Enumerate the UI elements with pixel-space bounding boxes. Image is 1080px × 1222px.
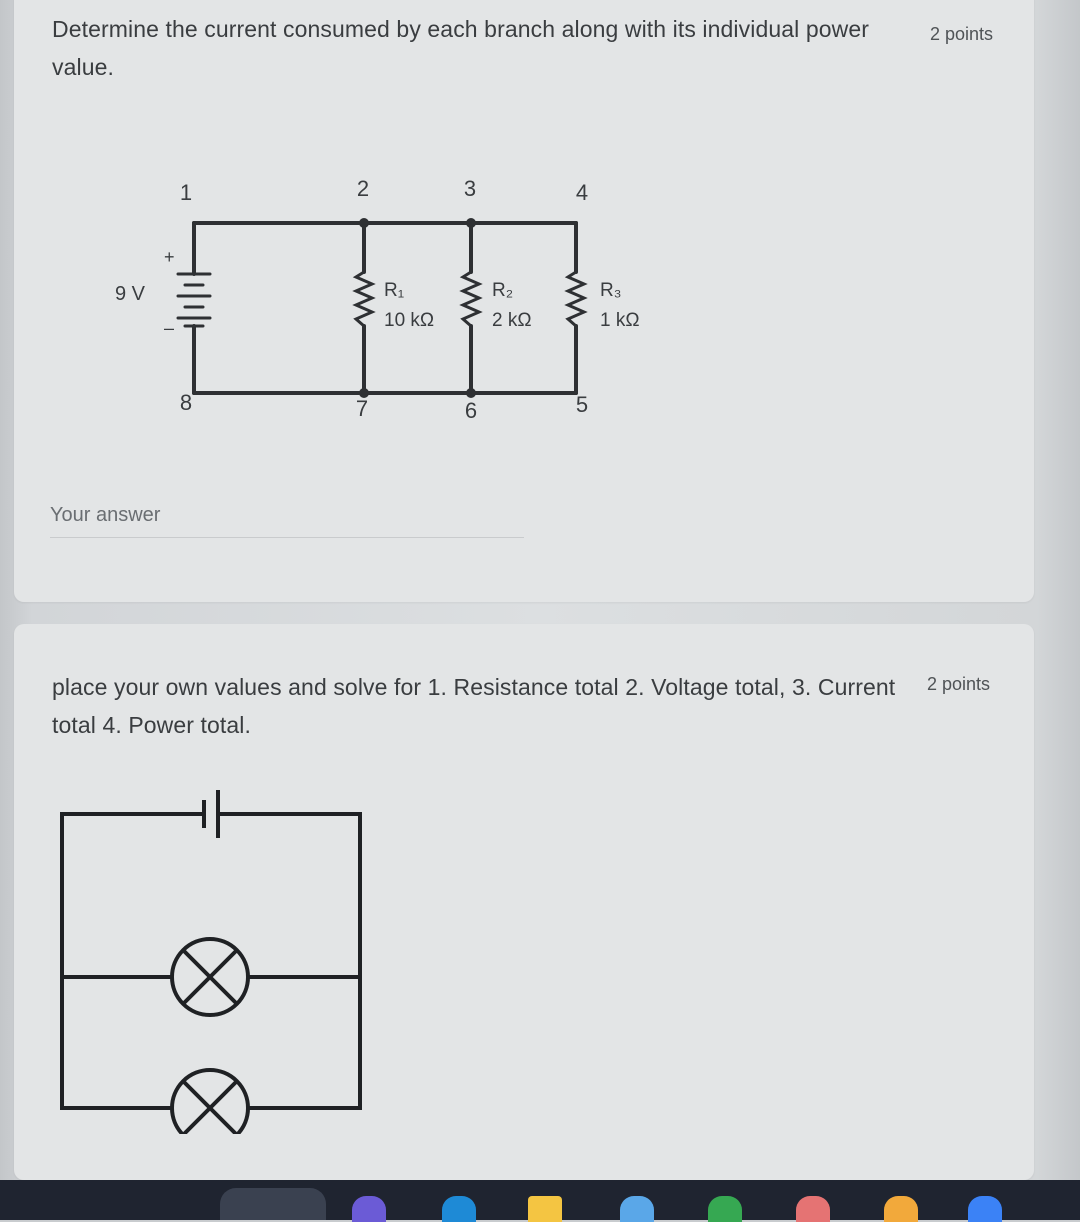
node-label-4: 4 [575,180,589,205]
battery-icon [204,790,218,838]
resistor-r1-value: 10 kΩ [384,310,435,331]
lamp-icon [172,939,248,1015]
node-label-7: 7 [355,396,369,421]
app-icon[interactable] [884,1196,918,1222]
node-label-5: 5 [575,392,589,417]
node-label-6: 6 [464,398,478,423]
resistor-r3-name: R₃ [600,280,622,301]
node-label-8: 8 [179,390,193,415]
source-minus-sign: – [164,318,175,338]
taskbar [0,1180,1080,1220]
answer-input-underline [50,537,524,538]
parallel-resistor-circuit-diagram [84,150,684,440]
node-label-1: 1 [179,180,193,205]
source-voltage-label: 9 V [115,283,146,305]
node-label-3: 3 [463,176,477,201]
edge-icon[interactable] [442,1196,476,1222]
file-explorer-icon[interactable] [528,1196,562,1222]
node-label-2: 2 [356,176,370,201]
resistor-r1-symbol [356,272,372,326]
points-badge: 2 points [927,674,991,694]
question-title: place your own values and solve for 1. Resistance total 2. Voltage total, 3. Current total 4. Power total. [52,674,896,738]
question-card-1 [14,0,1034,602]
resistor-r2-name: R₂ [492,280,514,301]
battery-icon [178,274,210,326]
store-icon[interactable] [620,1196,654,1222]
lamp-icon [172,1070,248,1134]
question-card-2 [14,624,1034,1180]
points-badge: 2 points [930,24,994,44]
resistor-r3-value: 1 kΩ [600,310,640,331]
copilot-icon[interactable] [352,1196,386,1222]
app-icon[interactable] [968,1196,1002,1222]
answer-input[interactable]: Your answer [50,504,161,526]
resistor-r2-symbol [463,272,479,326]
app-icon[interactable] [796,1196,830,1222]
parallel-lamp-circuit-diagram [54,774,394,1134]
resistor-r2-value: 2 kΩ [492,310,532,331]
resistor-r1-name: R₁ [384,280,405,301]
chrome-icon[interactable] [708,1196,742,1222]
search-icon[interactable] [220,1188,326,1220]
question-title: Determine the current consumed by each branch along with its individual power value. [52,16,869,80]
resistor-r3-symbol [568,272,584,326]
source-plus-sign: + [164,247,175,267]
